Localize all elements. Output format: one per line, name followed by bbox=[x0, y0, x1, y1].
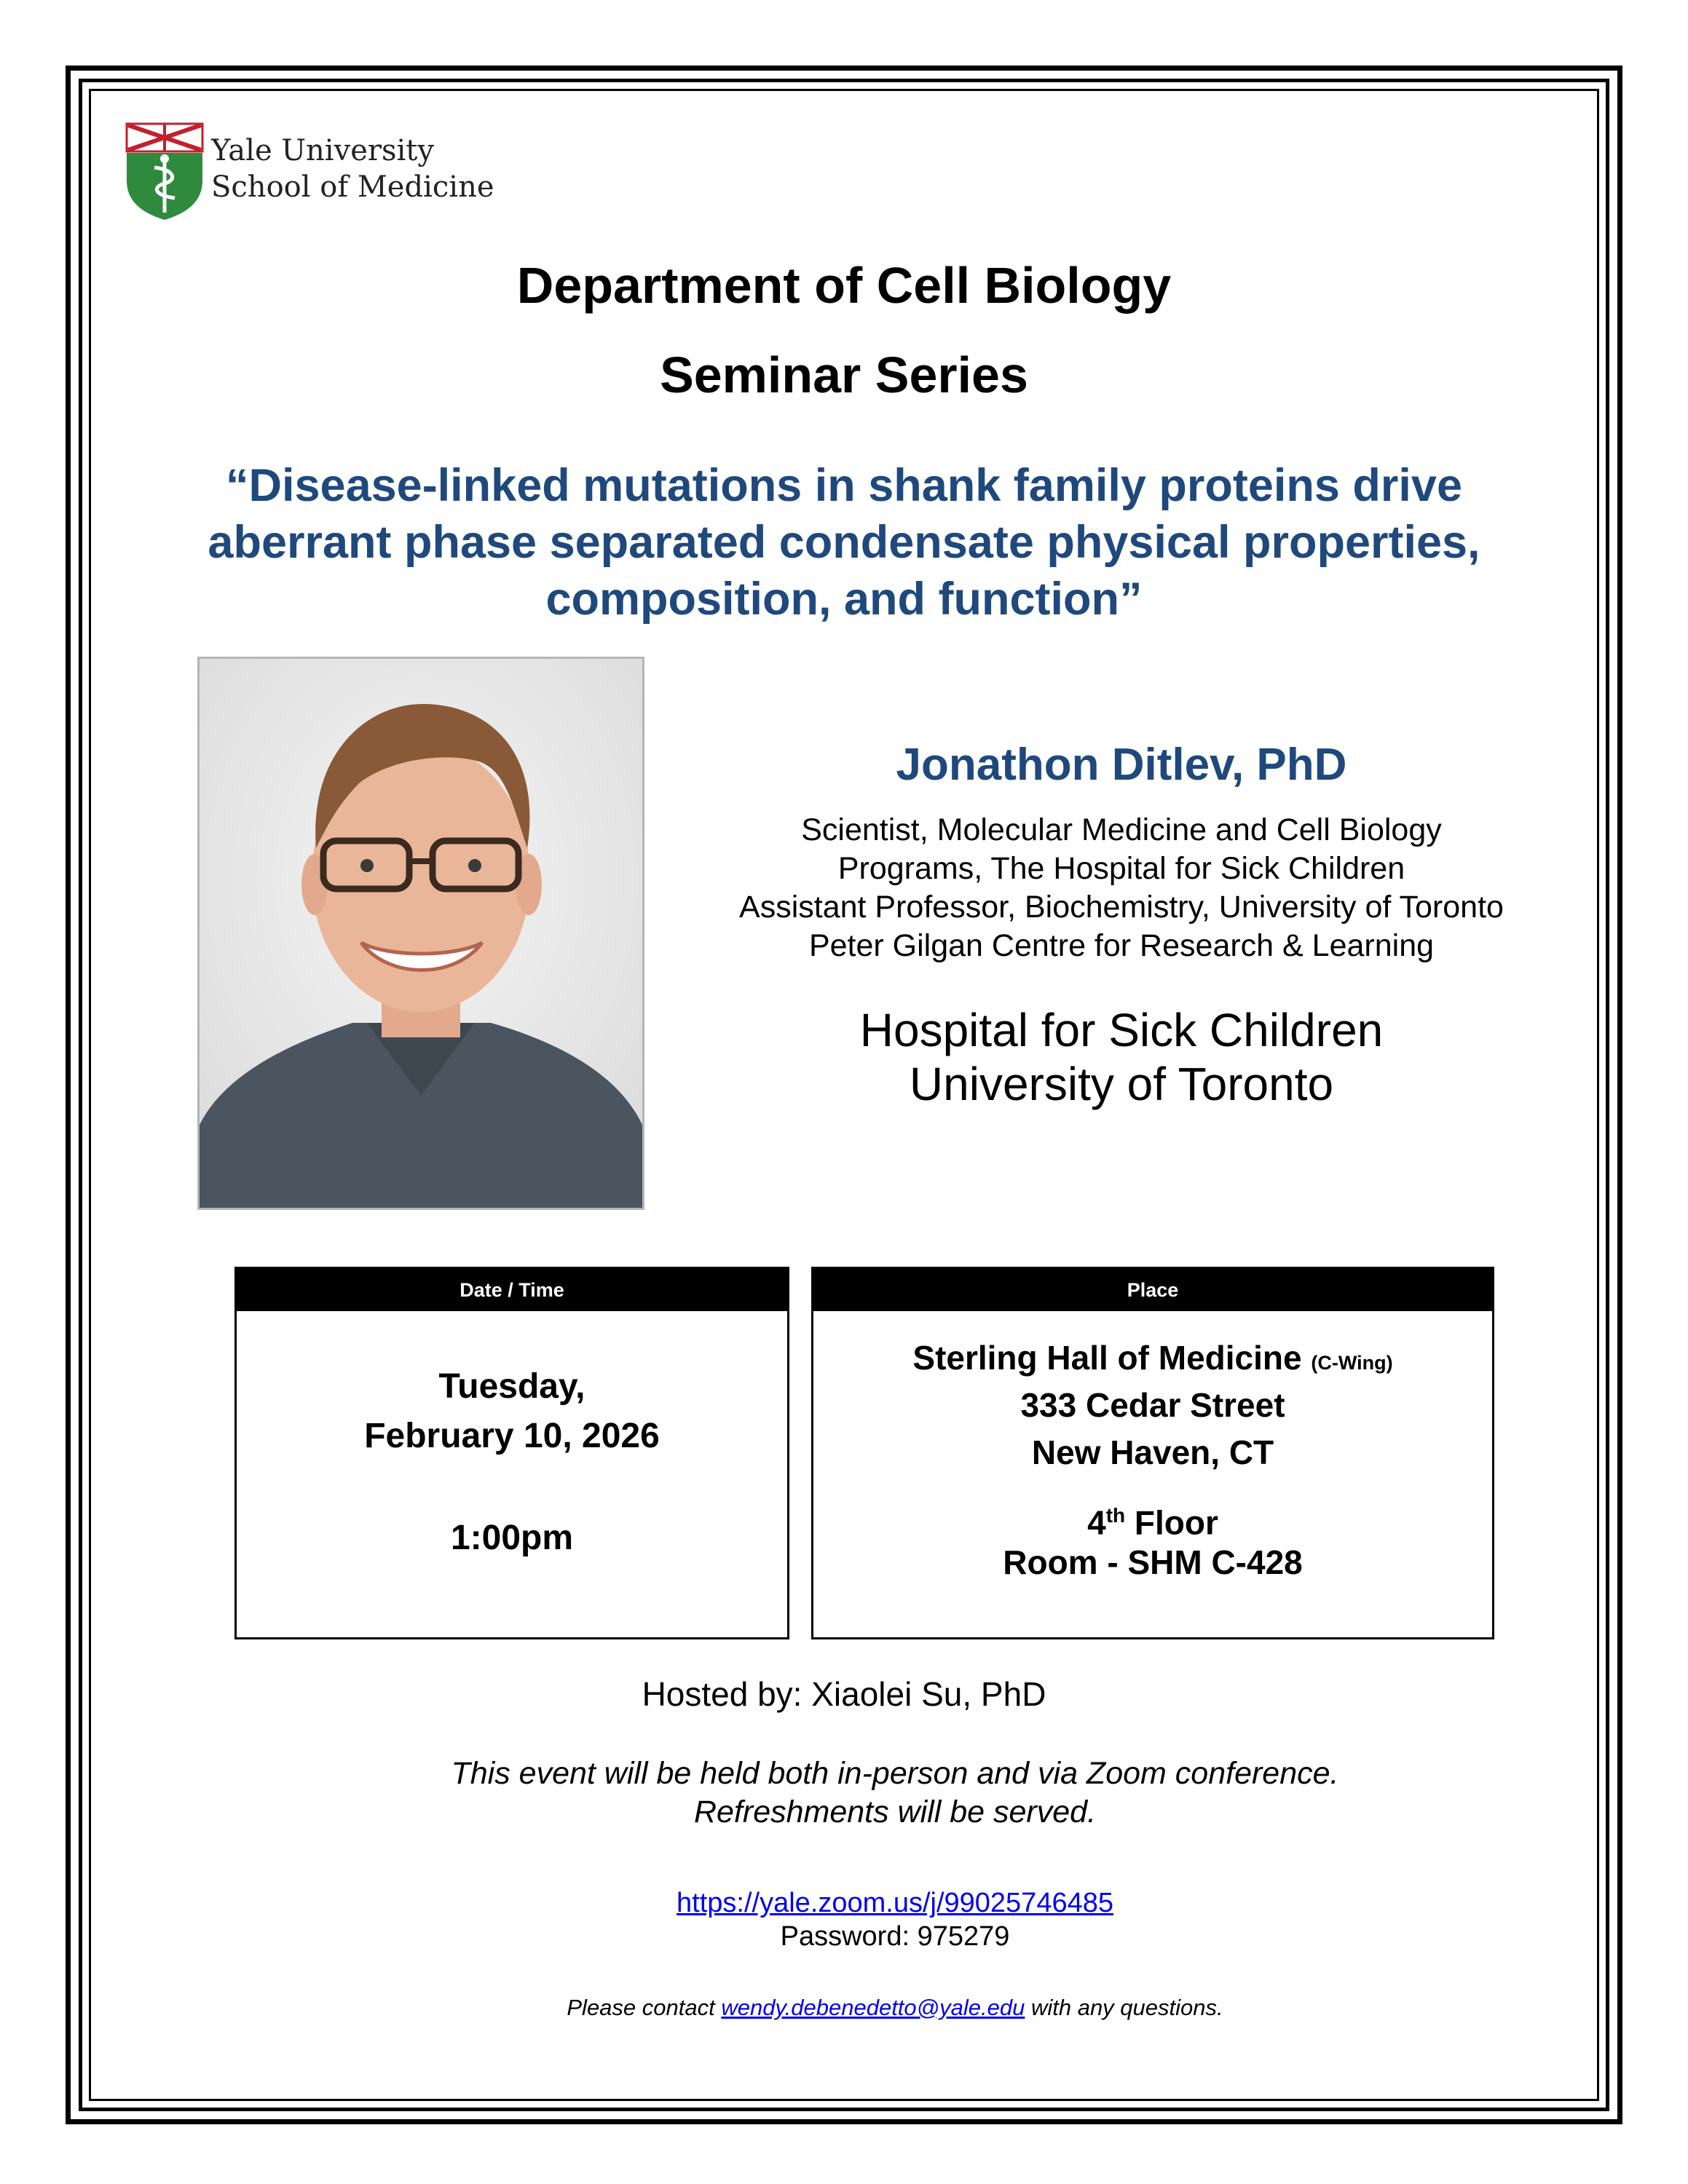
zoom-password: Password: 975279 bbox=[780, 1921, 1010, 1952]
talk-title: “Disease-linked mutations in shank family proteins drive aberrant phase separated condensate physical properties, composition, and function” bbox=[208, 460, 1480, 625]
floor-number: 4 bbox=[1087, 1503, 1106, 1542]
department-title: Department of Cell Biology bbox=[516, 257, 1172, 314]
affiliation-line: Scientist, Molecular Medicine and Cell Biology bbox=[801, 812, 1442, 847]
speaker-name: Jonathon Ditlev, PhD bbox=[896, 740, 1347, 790]
zoom-info bbox=[0, 1886, 1688, 1953]
floor-word: Floor bbox=[1134, 1503, 1218, 1542]
speaker-institution bbox=[685, 1003, 1558, 1111]
date-time-box bbox=[234, 1267, 789, 1639]
contact-email-link[interactable]: wendy.debenedetto@yale.edu bbox=[721, 1995, 1025, 2020]
affiliation-line: Peter Gilgan Centre for Research & Learning bbox=[808, 928, 1435, 963]
place-box bbox=[811, 1267, 1494, 1639]
seminar-series-title: Seminar Series bbox=[660, 347, 1028, 403]
speaker-photo bbox=[197, 657, 644, 1210]
logo-line-2: School of Medicine bbox=[211, 170, 494, 204]
building-line bbox=[813, 1334, 1492, 1387]
affiliation-line: Programs, The Hospital for Sick Children bbox=[837, 851, 1405, 886]
notice-line-2: Refreshments will be served. bbox=[693, 1795, 1097, 1829]
event-day: Tuesday, bbox=[438, 1367, 585, 1406]
logo-text bbox=[211, 132, 494, 205]
building-name: Sterling Hall of Medicine bbox=[912, 1339, 1302, 1377]
event-date: February 10, 2026 bbox=[364, 1417, 660, 1455]
room-number: Room - SHM C-428 bbox=[1003, 1543, 1303, 1581]
place-header: Place bbox=[813, 1269, 1492, 1311]
zoom-link[interactable]: https://yale.zoom.us/j/99025746485 bbox=[677, 1888, 1113, 1918]
city-state: New Haven, CT bbox=[1031, 1433, 1274, 1471]
institution-line-2: University of Toronto bbox=[909, 1058, 1334, 1110]
date-time-header: Date / Time bbox=[237, 1269, 787, 1311]
institution-line-1: Hospital for Sick Children bbox=[859, 1004, 1384, 1056]
event-time: 1:00pm bbox=[450, 1519, 574, 1557]
hosted-by: Hosted by: Xiaolei Su, PhD bbox=[642, 1675, 1046, 1713]
building-wing: (C-Wing) bbox=[1311, 1352, 1393, 1374]
yale-medicine-logo bbox=[125, 122, 504, 224]
logo-line-1: Yale University bbox=[211, 134, 434, 167]
yale-shield-icon bbox=[125, 122, 204, 221]
contact-prefix: Please contact bbox=[567, 1995, 722, 2020]
contact-suffix: with any questions. bbox=[1025, 1995, 1223, 2020]
speaker-portrait-image bbox=[200, 659, 642, 1208]
floor-suffix: th bbox=[1105, 1504, 1126, 1527]
event-notice bbox=[0, 1754, 1688, 1832]
contact-line bbox=[0, 1995, 1688, 2021]
affiliation-line: Assistant Professor, Biochemistry, University of Toronto bbox=[739, 890, 1504, 925]
notice-line-1: This event will be held both in-person and via Zoom conference. bbox=[451, 1756, 1339, 1791]
speaker-affiliations bbox=[685, 811, 1558, 965]
street-address: 333 Cedar Street bbox=[1020, 1386, 1285, 1424]
